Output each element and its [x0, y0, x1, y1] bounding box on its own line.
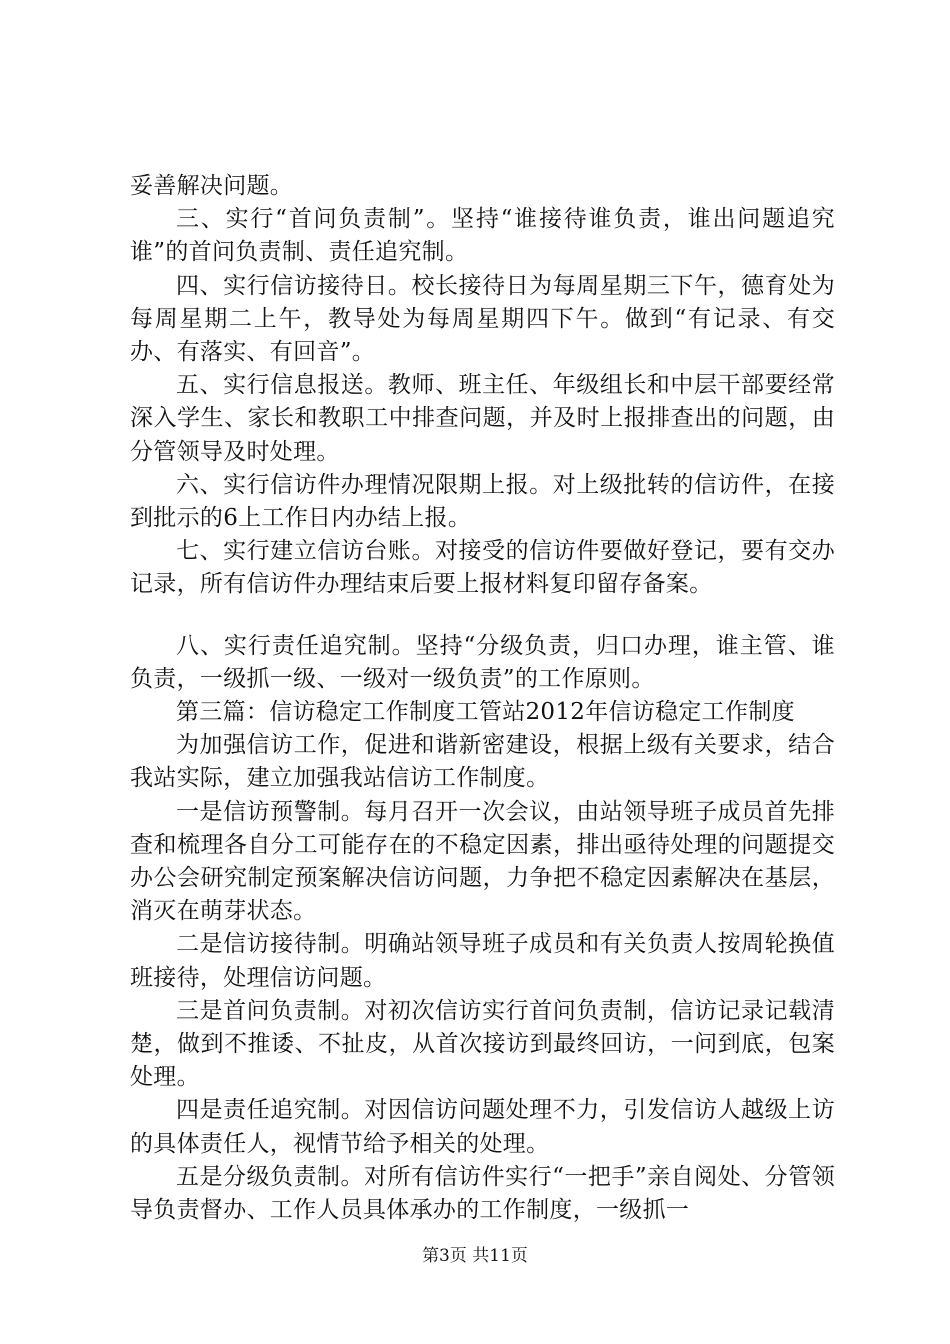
paragraph-first-inquiry-responsibility: 三、实行“首问负责制”。坚持“谁接待谁负责，谁出问题追究谁”的首问负责制、责任追究制。 [130, 206, 835, 266]
page-number-footer: 第3页 共11页 [422, 1246, 528, 1266]
section-heading-part-three: 第三篇：信访稳定工作制度工管站2012年信访稳定工作制度 [176, 699, 795, 726]
paragraph-continuation: 妥善解决问题。 [130, 173, 294, 199]
paragraph-reception-day: 四、实行信访接待日。校长接待日为每周星期三下午，德育处为每周星期二上午，教导处为每周星期四下午。做到“有记录、有交办、有落实、有回音”。 [130, 272, 835, 366]
paragraph-tiered-responsibility: 五是分级负责制。对所有信访件实行“一把手”亲自阅处、分管领导负责督办、工作人员具体承办的工作制度，一级抓一 [130, 1163, 835, 1224]
paragraph-first-inquiry-system: 三是首问负责制。对初次信访实行首问负责制，信访记录记载清楚，做到不推诿、不扯皮，从首次接访到最终回访，一问到底，包案处理。 [130, 997, 835, 1091]
paragraph-deadline-reporting: 六、实行信访件办理情况限期上报。对上级批转的信访件，在接到批示的6上工作日内办结上报。 [130, 471, 835, 532]
paragraph-information-reporting: 五、实行信息报送。教师、班主任、年级组长和中层干部要经常深入学生、家长和教职工中排查问题，并及时上报排查出的问题，由分管领导及时处理。 [130, 372, 835, 465]
paragraph-introduction: 为加强信访工作，促进和谐新密建设，根据上级有关要求，结合我站实际，建立加强我站信访工作制度。 [130, 732, 835, 792]
paragraph-early-warning: 一是信访预警制。每月召开一次会议，由站领导班子成员首先排查和梳理各自分工可能存在的不稳定因素，排出亟待处理的问题提交办公会研究制定预案解决信访问题，力争把不稳定因素解决在基层，消灭在萌芽状态。 [130, 798, 835, 925]
paragraph-reception-system: 二是信访接待制。明确站领导班子成员和有关负责人按周轮换值班接待，处理信访问题。 [130, 931, 835, 991]
paragraph-accountability: 八、实行责任追究制。坚持“分级负责，归口办理，谁主管、谁负责，一级抓一级、一级对一级负责”的工作原则。 [130, 632, 835, 692]
paragraph-accountability-system: 四是责任追究制。对因信访问题处理不力，引发信访人越级上访的具体责任人，视情节给予相关的处理。 [130, 1097, 835, 1157]
document-body [130, 170, 835, 1227]
paragraph-petition-ledger: 七、实行建立信访台账。对接受的信访件要做好登记，要有交办记录，所有信访件办理结束后要上报材料复印留存备案。 [130, 538, 835, 598]
